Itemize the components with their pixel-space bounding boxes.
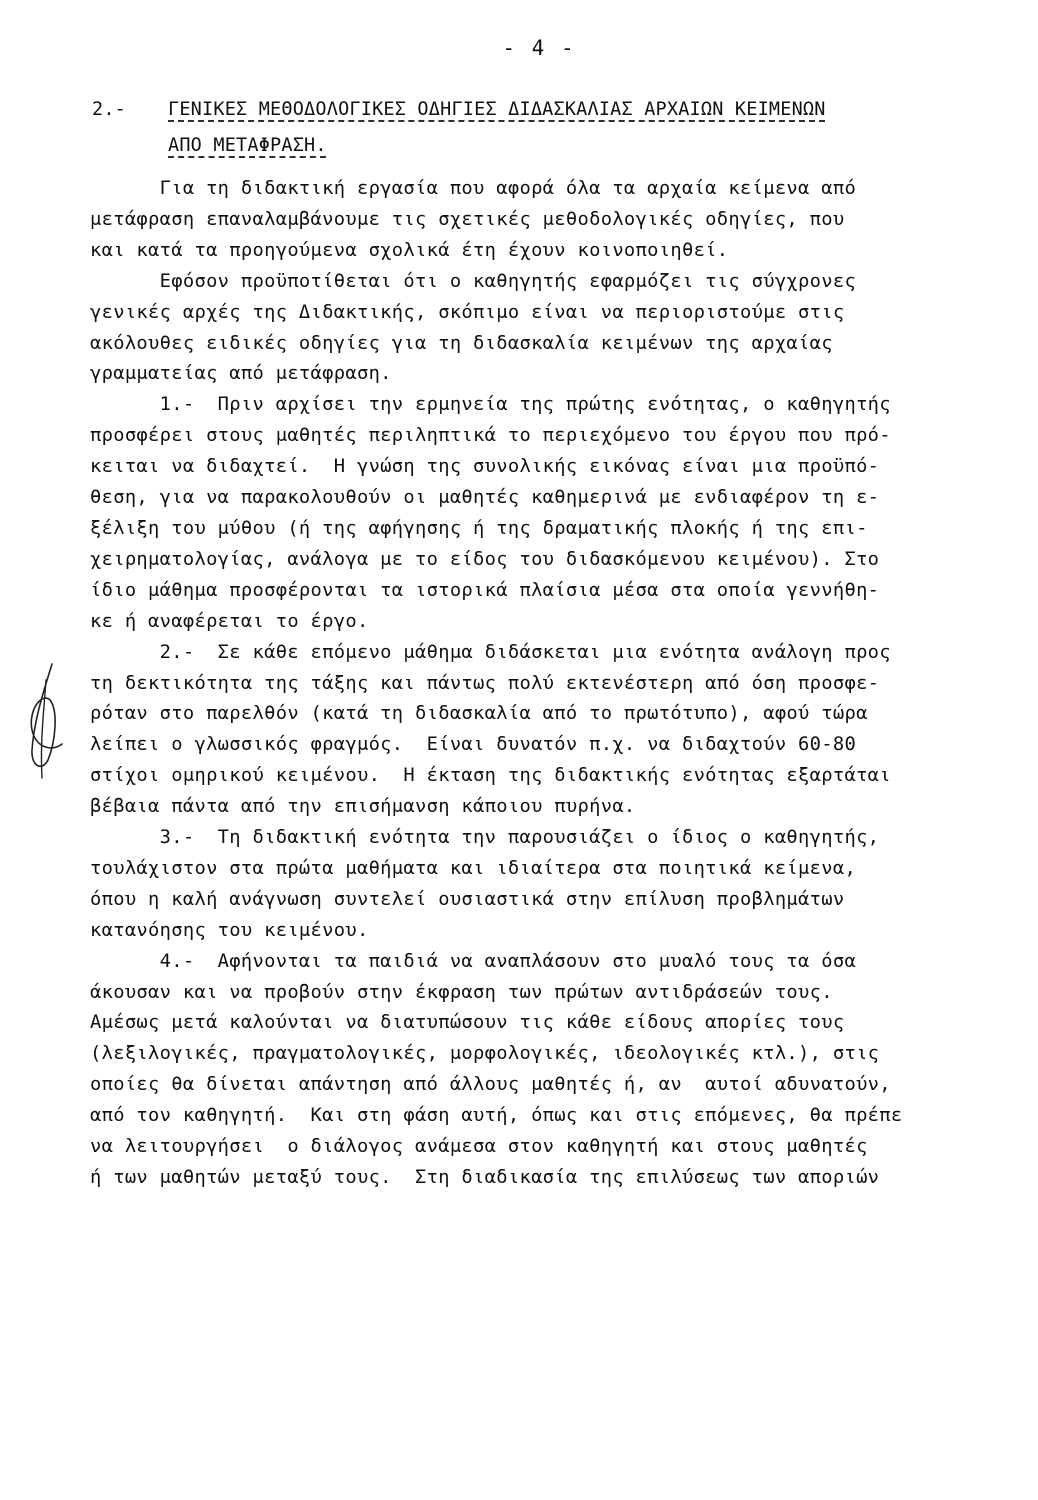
text-line: ξέλιξη του μύθου (ή της αφήγησης ή της δραματικής πλοκής ή της επι-: [90, 517, 868, 539]
text-line: Για τη διδακτική εργασία που αφορά όλα τα αρχαία κείμενα από: [90, 178, 857, 199]
text-line: χειρηματολογίας, ανάλογα με το είδος του διδασκόμενου κειμένου). Στο: [90, 548, 880, 570]
text-line: ή των μαθητών μεταξύ τους. Στη διαδικασία της επιλύσεως των αποριών: [90, 1167, 880, 1188]
text-line: θεση, για να παρακολουθούν οι μαθητές καθημερινά με ενδιαφέρον τη ε-: [90, 487, 880, 509]
handwritten-margin-mark: [22, 660, 72, 780]
text-line: 4.- Αφήνονται τα παιδιά να αναπλάσουν στο μυαλό τους τα όσα: [90, 950, 857, 972]
text-line: άκουσαν και να προβούν στην έκφραση των πρώτων αντιδράσεών τους.: [90, 981, 833, 1003]
text-line: γραμματείας από μετάφραση.: [90, 363, 392, 385]
text-line: Εφόσον προϋποτίθεται ότι ο καθηγητής εφαρμόζει τις σύγχρονες: [90, 270, 857, 292]
text-line: προσφέρει στους μαθητές περιληπτικά το περιεχόμενο του έργου που πρό-: [90, 425, 891, 447]
text-line: κε ή αναφέρεται το έργο.: [90, 610, 369, 632]
text-line: βέβαια πάντα από την επισήμανση κάποιου πυρήνα.: [90, 796, 636, 818]
section-heading: [92, 92, 826, 164]
text-line: λείπει ο γλωσσικός φραγμός. Είναι δυνατόν π.χ. να διδαχτούν 60-80: [90, 734, 857, 756]
text-line: (λεξιλογικές, πραγματολογικές, μορφολογικές, ιδεολογικές κτλ.), στις: [90, 1043, 880, 1065]
text-line: ακόλουθες ειδικές οδηγίες για τη διδασκαλία κειμένων της αρχαίας: [90, 332, 833, 354]
text-line: κατανόησης του κειμένου.: [90, 919, 369, 941]
body-text: [90, 174, 1025, 1194]
text-line: οποίες θα δίνεται απάντηση από άλλους μαθητές ή, αν αυτοί αδυνατούν,: [90, 1074, 891, 1096]
text-line: κειται να διδαχτεί. Η γνώση της συνολικής εικόνας είναι μια προϋπό-: [90, 456, 880, 478]
text-line: 2.- Σε κάθε επόμενο μάθημα διδάσκεται μια ενότητα ανάλογη προς: [90, 641, 891, 663]
text-line: γενικές αρχές της Διδακτικής, σκόπιμο είναι να περιοριστούμε στις: [90, 301, 845, 323]
text-line: Αμέσως μετά καλούνται να διατυπώσουν τις κάθε είδους απορίες τους: [90, 1012, 845, 1034]
text-line: στίχοι ομηρικού κειμένου. Η έκταση της διδακτικής ενότητας εξαρτάται: [90, 765, 891, 787]
text-line: όπου η καλή ανάγνωση συντελεί ουσιαστικά στην επίλυση προβλημάτων: [90, 888, 845, 910]
text-line: ρόταν στο παρελθόν (κατά τη διδασκαλία από το πρωτότυπο), αφού τώρα: [90, 703, 868, 725]
page-number: - 4 -: [502, 36, 576, 60]
text-line: ίδιο μάθημα προσφέρονται τα ιστορικά πλαίσια μέσα στα οποία γεννήθη-: [90, 579, 880, 601]
heading-title-line-2: ΑΠΟ ΜΕΤΑΦΡΑΣΗ.: [168, 135, 327, 156]
text-line: και κατά τα προηγούμενα σχολικά έτη έχουν κοινοποιηθεί.: [90, 239, 729, 261]
heading-number: 2.-: [92, 99, 127, 120]
heading-line-2: [92, 128, 826, 164]
heading-line-1: [92, 92, 826, 128]
text-line: να λειτουργήσει ο διάλογος ανάμεσα στον καθηγητή και στους μαθητές: [90, 1136, 868, 1158]
text-line: 1.- Πριν αρχίσει την ερμηνεία της πρώτης ενότητας, ο καθηγητής: [90, 394, 891, 416]
text-line: τουλάχιστον στα πρώτα μαθήματα και ιδιαίτερα στα ποιητικά κείμενα,: [90, 857, 857, 879]
text-line: μετάφραση επαναλαμβάνουμε τις σχετικές μεθοδολογικές οδηγίες, που: [90, 208, 845, 230]
text-line: τη δεκτικότητα της τάξης και πάντως πολύ εκτενέστερη από όση προσφε-: [90, 672, 880, 694]
heading-title-line-1: ΓΕΝΙΚΕΣ ΜΕΘΟΔΟΛΟΓΙΚΕΣ ΟΔΗΓΙΕΣ ΔΙΔΑΣΚΑΛΙΑΣ ΑΡΧΑΙΩΝ ΚΕΙΜΕΝΩΝ: [168, 99, 826, 120]
text-line: 3.- Τη διδακτική ενότητα την παρουσιάζει ο ίδιος ο καθηγητής,: [90, 827, 880, 849]
text-line: από τον καθηγητή. Και στη φάση αυτή, όπως και στις επόμενες, θα πρέπε: [90, 1105, 903, 1127]
